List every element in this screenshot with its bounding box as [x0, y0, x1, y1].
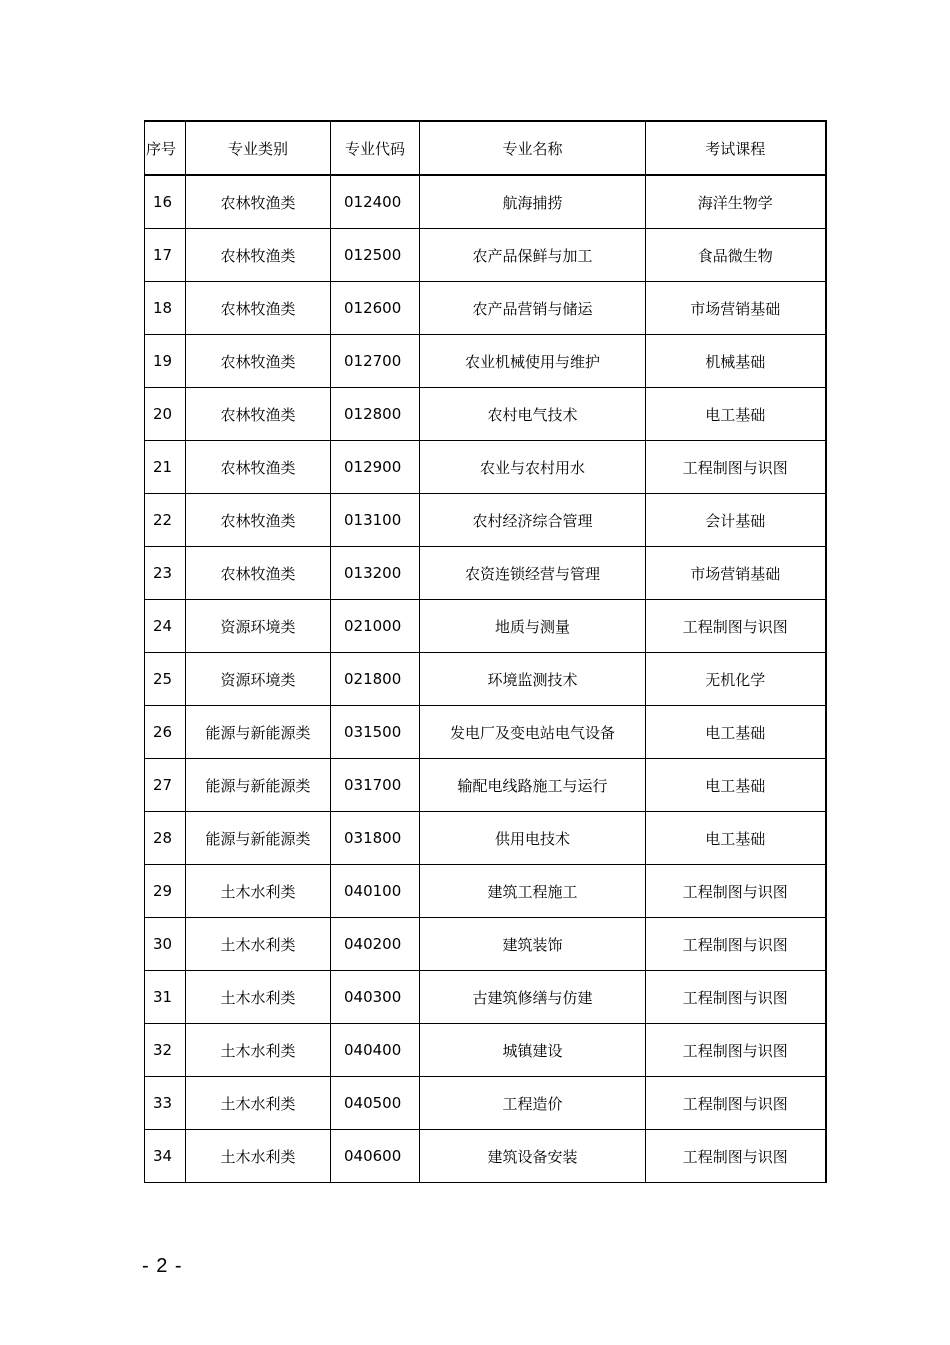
cell-exam: 工程制图与识图: [646, 441, 826, 494]
table-row: [145, 653, 826, 706]
cell-index: 21: [145, 441, 186, 494]
cell-category: 资源环境类: [186, 600, 331, 653]
table-row: [145, 175, 826, 229]
cell-code: 031700: [331, 759, 420, 812]
majors-table: [144, 120, 827, 1183]
cell-exam: 电工基础: [646, 812, 826, 865]
cell-name: 建筑装饰: [420, 918, 646, 971]
cell-name: 环境监测技术: [420, 653, 646, 706]
cell-exam: 会计基础: [646, 494, 826, 547]
cell-category: 农林牧渔类: [186, 229, 331, 282]
header-name: 专业名称: [420, 121, 646, 175]
cell-exam: 工程制图与识图: [646, 600, 826, 653]
cell-index: 31: [145, 971, 186, 1024]
cell-index: 20: [145, 388, 186, 441]
cell-name: 农资连锁经营与管理: [420, 547, 646, 600]
cell-exam: 机械基础: [646, 335, 826, 388]
cell-name: 农村经济综合管理: [420, 494, 646, 547]
cell-code: 012700: [331, 335, 420, 388]
cell-exam: 市场营销基础: [646, 547, 826, 600]
cell-category: 能源与新能源类: [186, 759, 331, 812]
cell-index: 34: [145, 1130, 186, 1183]
cell-category: 农林牧渔类: [186, 547, 331, 600]
cell-category: 土木水利类: [186, 865, 331, 918]
cell-category: 土木水利类: [186, 1077, 331, 1130]
header-code: 专业代码: [331, 121, 420, 175]
cell-category: 土木水利类: [186, 1024, 331, 1077]
table-row: [145, 1024, 826, 1077]
cell-category: 能源与新能源类: [186, 706, 331, 759]
cell-name: 航海捕捞: [420, 175, 646, 229]
cell-index: 23: [145, 547, 186, 600]
cell-index: 17: [145, 229, 186, 282]
cell-index: 16: [145, 175, 186, 229]
cell-index: 18: [145, 282, 186, 335]
cell-code: 013100: [331, 494, 420, 547]
cell-category: 能源与新能源类: [186, 812, 331, 865]
table-row: [145, 441, 826, 494]
cell-code: 040100: [331, 865, 420, 918]
cell-name: 发电厂及变电站电气设备: [420, 706, 646, 759]
cell-code: 012800: [331, 388, 420, 441]
cell-name: 农产品营销与储运: [420, 282, 646, 335]
table-row: [145, 971, 826, 1024]
cell-index: 22: [145, 494, 186, 547]
cell-exam: 工程制图与识图: [646, 1077, 826, 1130]
cell-name: 建筑工程施工: [420, 865, 646, 918]
cell-exam: 电工基础: [646, 706, 826, 759]
cell-index: 32: [145, 1024, 186, 1077]
cell-category: 农林牧渔类: [186, 282, 331, 335]
cell-category: 土木水利类: [186, 971, 331, 1024]
cell-code: 031800: [331, 812, 420, 865]
cell-code: 040500: [331, 1077, 420, 1130]
page-number: - 2 -: [142, 1255, 183, 1277]
cell-index: 28: [145, 812, 186, 865]
cell-exam: 食品微生物: [646, 229, 826, 282]
cell-code: 040400: [331, 1024, 420, 1077]
cell-code: 012900: [331, 441, 420, 494]
cell-code: 012600: [331, 282, 420, 335]
table-row: [145, 229, 826, 282]
header-category: 专业类别: [186, 121, 331, 175]
table-row: [145, 282, 826, 335]
cell-exam: 市场营销基础: [646, 282, 826, 335]
cell-category: 土木水利类: [186, 1130, 331, 1183]
cell-name: 农村电气技术: [420, 388, 646, 441]
cell-code: 040200: [331, 918, 420, 971]
table-row: [145, 388, 826, 441]
cell-exam: 工程制图与识图: [646, 1024, 826, 1077]
cell-index: 27: [145, 759, 186, 812]
cell-index: 29: [145, 865, 186, 918]
cell-code: 021000: [331, 600, 420, 653]
cell-exam: 无机化学: [646, 653, 826, 706]
cell-category: 农林牧渔类: [186, 175, 331, 229]
table-row: [145, 494, 826, 547]
table-row: [145, 335, 826, 388]
cell-category: 农林牧渔类: [186, 335, 331, 388]
cell-code: 012500: [331, 229, 420, 282]
table-row: [145, 759, 826, 812]
table-row: [145, 812, 826, 865]
cell-exam: 工程制图与识图: [646, 971, 826, 1024]
header-exam: 考试课程: [646, 121, 826, 175]
cell-code: 012400: [331, 175, 420, 229]
cell-category: 资源环境类: [186, 653, 331, 706]
table-row: [145, 547, 826, 600]
table-row: [145, 1130, 826, 1183]
cell-name: 工程造价: [420, 1077, 646, 1130]
cell-index: 24: [145, 600, 186, 653]
cell-exam: 电工基础: [646, 388, 826, 441]
cell-index: 26: [145, 706, 186, 759]
cell-code: 040600: [331, 1130, 420, 1183]
table-row: [145, 918, 826, 971]
cell-exam: 工程制图与识图: [646, 865, 826, 918]
cell-exam: 工程制图与识图: [646, 918, 826, 971]
table-row: [145, 865, 826, 918]
cell-index: 25: [145, 653, 186, 706]
cell-code: 040300: [331, 971, 420, 1024]
cell-name: 农业与农村用水: [420, 441, 646, 494]
cell-name: 农产品保鲜与加工: [420, 229, 646, 282]
table-header-row: [145, 121, 826, 175]
table-row: [145, 706, 826, 759]
cell-category: 农林牧渔类: [186, 441, 331, 494]
cell-exam: 海洋生物学: [646, 175, 826, 229]
cell-name: 建筑设备安装: [420, 1130, 646, 1183]
cell-name: 城镇建设: [420, 1024, 646, 1077]
header-index: 序号: [145, 121, 186, 175]
cell-name: 地质与测量: [420, 600, 646, 653]
cell-code: 031500: [331, 706, 420, 759]
table-row: [145, 600, 826, 653]
cell-exam: 电工基础: [646, 759, 826, 812]
cell-name: 供用电技术: [420, 812, 646, 865]
cell-category: 土木水利类: [186, 918, 331, 971]
cell-index: 19: [145, 335, 186, 388]
cell-category: 农林牧渔类: [186, 494, 331, 547]
cell-exam: 工程制图与识图: [646, 1130, 826, 1183]
cell-index: 30: [145, 918, 186, 971]
cell-name: 古建筑修缮与仿建: [420, 971, 646, 1024]
cell-index: 33: [145, 1077, 186, 1130]
table-body: [145, 175, 826, 1183]
cell-name: 输配电线路施工与运行: [420, 759, 646, 812]
table-row: [145, 1077, 826, 1130]
cell-code: 013200: [331, 547, 420, 600]
cell-category: 农林牧渔类: [186, 388, 331, 441]
cell-code: 021800: [331, 653, 420, 706]
cell-name: 农业机械使用与维护: [420, 335, 646, 388]
